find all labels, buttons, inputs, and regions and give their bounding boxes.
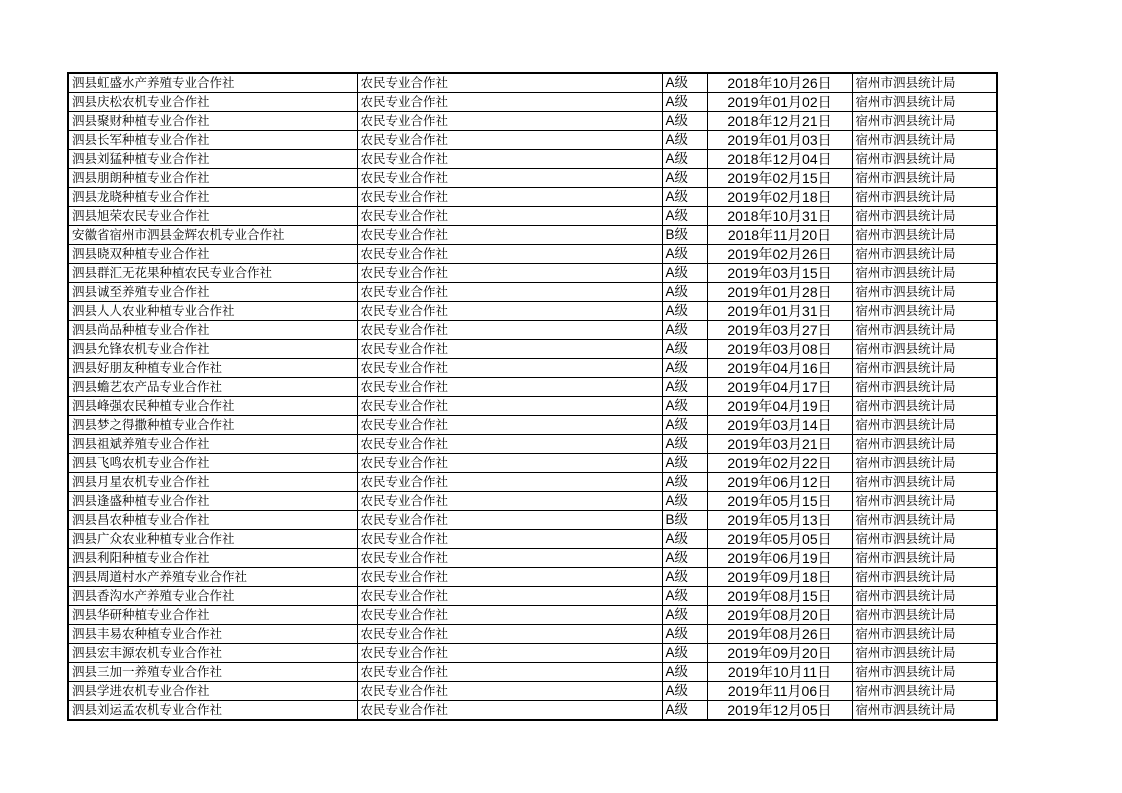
cooperative-name-cell: 泗县华研种植专业合作社 [68,606,357,625]
issuing-authority-cell: 宿州市泗县统计局 [852,207,997,226]
date-cell: 2019年02月26日 [707,245,852,264]
grade-cell: A级 [662,245,707,264]
cooperative-name-cell: 泗县学进农机专业合作社 [68,682,357,701]
organization-type-cell: 农民专业合作社 [357,644,662,663]
issuing-authority-cell: 宿州市泗县统计局 [852,606,997,625]
date-cell: 2019年06月19日 [707,549,852,568]
cooperative-name-cell: 泗县群汇无花果种植农民专业合作社 [68,264,357,283]
grade-cell: B级 [662,226,707,245]
table-row [68,625,997,644]
cooperative-name-cell: 泗县梦之得撒种植专业合作社 [68,416,357,435]
date-cell: 2019年05月15日 [707,492,852,511]
issuing-authority-cell: 宿州市泗县统计局 [852,682,997,701]
organization-type-cell: 农民专业合作社 [357,188,662,207]
date-cell: 2018年10月31日 [707,207,852,226]
cooperative-name-cell: 泗县蟾艺农产品专业合作社 [68,378,357,397]
table-row [68,283,997,302]
issuing-authority-cell: 宿州市泗县统计局 [852,568,997,587]
grade-cell: A级 [662,454,707,473]
issuing-authority-cell: 宿州市泗县统计局 [852,169,997,188]
table-row [68,435,997,454]
issuing-authority-cell: 宿州市泗县统计局 [852,131,997,150]
issuing-authority-cell: 宿州市泗县统计局 [852,93,997,112]
cooperative-name-cell: 泗县利阳种植专业合作社 [68,549,357,568]
date-cell: 2019年09月18日 [707,568,852,587]
cooperative-name-cell: 泗县飞鸣农机专业合作社 [68,454,357,473]
date-cell: 2019年03月14日 [707,416,852,435]
date-cell: 2019年03月08日 [707,340,852,359]
cooperative-name-cell: 泗县虹盛水产养殖专业合作社 [68,73,357,93]
table-row [68,93,997,112]
grade-cell: A级 [662,606,707,625]
date-cell: 2018年10月26日 [707,73,852,93]
grade-cell: A级 [662,131,707,150]
date-cell: 2019年10月11日 [707,663,852,682]
cooperative-name-cell: 泗县聚财种植专业合作社 [68,112,357,131]
organization-type-cell: 农民专业合作社 [357,397,662,416]
grade-cell: A级 [662,264,707,283]
grade-cell: A级 [662,188,707,207]
issuing-authority-cell: 宿州市泗县统计局 [852,226,997,245]
issuing-authority-cell: 宿州市泗县统计局 [852,340,997,359]
cooperative-name-cell: 泗县香沟水产养殖专业合作社 [68,587,357,606]
organization-type-cell: 农民专业合作社 [357,226,662,245]
organization-type-cell: 农民专业合作社 [357,169,662,188]
organization-type-cell: 农民专业合作社 [357,207,662,226]
organization-type-cell: 农民专业合作社 [357,302,662,321]
table-row [68,473,997,492]
grade-cell: A级 [662,549,707,568]
date-cell: 2019年11月06日 [707,682,852,701]
table-row [68,264,997,283]
grade-cell: B级 [662,511,707,530]
cooperative-name-cell: 泗县逢盛种植专业合作社 [68,492,357,511]
cooperative-name-cell: 泗县广众农业种植专业合作社 [68,530,357,549]
issuing-authority-cell: 宿州市泗县统计局 [852,663,997,682]
table-row [68,112,997,131]
organization-type-cell: 农民专业合作社 [357,131,662,150]
organization-type-cell: 农民专业合作社 [357,359,662,378]
organization-type-cell: 农民专业合作社 [357,492,662,511]
cooperative-name-cell: 泗县好朋友种植专业合作社 [68,359,357,378]
issuing-authority-cell: 宿州市泗县统计局 [852,188,997,207]
issuing-authority-cell: 宿州市泗县统计局 [852,492,997,511]
cooperative-name-cell: 泗县晓双种植专业合作社 [68,245,357,264]
cooperative-name-cell: 泗县诚至养殖专业合作社 [68,283,357,302]
date-cell: 2019年03月15日 [707,264,852,283]
issuing-authority-cell: 宿州市泗县统计局 [852,73,997,93]
grade-cell: A级 [662,663,707,682]
organization-type-cell: 农民专业合作社 [357,321,662,340]
organization-type-cell: 农民专业合作社 [357,701,662,721]
organization-type-cell: 农民专业合作社 [357,511,662,530]
issuing-authority-cell: 宿州市泗县统计局 [852,321,997,340]
cooperative-name-cell: 泗县允锋农机专业合作社 [68,340,357,359]
issuing-authority-cell: 宿州市泗县统计局 [852,587,997,606]
organization-type-cell: 农民专业合作社 [357,245,662,264]
grade-cell: A级 [662,397,707,416]
table-row [68,188,997,207]
issuing-authority-cell: 宿州市泗县统计局 [852,378,997,397]
cooperative-name-cell: 泗县长军种植专业合作社 [68,131,357,150]
issuing-authority-cell: 宿州市泗县统计局 [852,549,997,568]
cooperative-name-cell: 泗县三加一养殖专业合作社 [68,663,357,682]
table-row [68,644,997,663]
grade-cell: A级 [662,530,707,549]
grade-cell: A级 [662,625,707,644]
organization-type-cell: 农民专业合作社 [357,587,662,606]
date-cell: 2019年09月20日 [707,644,852,663]
issuing-authority-cell: 宿州市泗县统计局 [852,416,997,435]
table-row [68,397,997,416]
table-row [68,416,997,435]
grade-cell: A级 [662,150,707,169]
grade-cell: A级 [662,283,707,302]
cooperative-name-cell: 泗县朋朗种植专业合作社 [68,169,357,188]
date-cell: 2019年05月05日 [707,530,852,549]
grade-cell: A级 [662,207,707,226]
table-body [68,73,997,720]
date-cell: 2019年08月20日 [707,606,852,625]
organization-type-cell: 农民专业合作社 [357,530,662,549]
organization-type-cell: 农民专业合作社 [357,454,662,473]
organization-type-cell: 农民专业合作社 [357,150,662,169]
table-row [68,492,997,511]
grade-cell: A级 [662,416,707,435]
cooperative-name-cell: 泗县刘猛种植专业合作社 [68,150,357,169]
grade-cell: A级 [662,359,707,378]
issuing-authority-cell: 宿州市泗县统计局 [852,454,997,473]
cooperative-name-cell: 泗县昌农种植专业合作社 [68,511,357,530]
cooperative-name-cell: 泗县龙晓种植专业合作社 [68,188,357,207]
organization-type-cell: 农民专业合作社 [357,340,662,359]
date-cell: 2019年04月19日 [707,397,852,416]
organization-type-cell: 农民专业合作社 [357,568,662,587]
table-row [68,245,997,264]
table-row [68,663,997,682]
issuing-authority-cell: 宿州市泗县统计局 [852,264,997,283]
organization-type-cell: 农民专业合作社 [357,606,662,625]
cooperative-name-cell: 安徽省宿州市泗县金辉农机专业合作社 [68,226,357,245]
date-cell: 2019年01月28日 [707,283,852,302]
table-row [68,131,997,150]
organization-type-cell: 农民专业合作社 [357,264,662,283]
table-row [68,511,997,530]
table-row [68,587,997,606]
cooperative-name-cell: 泗县旭荣农民专业合作社 [68,207,357,226]
organization-type-cell: 农民专业合作社 [357,416,662,435]
date-cell: 2019年08月26日 [707,625,852,644]
grade-cell: A级 [662,644,707,663]
table-row [68,549,997,568]
date-cell: 2019年12月05日 [707,701,852,721]
grade-cell: A级 [662,73,707,93]
issuing-authority-cell: 宿州市泗县统计局 [852,112,997,131]
organization-type-cell: 农民专业合作社 [357,112,662,131]
table-row [68,682,997,701]
cooperative-name-cell: 泗县庆松农机专业合作社 [68,93,357,112]
organization-type-cell: 农民专业合作社 [357,549,662,568]
organization-type-cell: 农民专业合作社 [357,73,662,93]
table-row [68,73,997,93]
issuing-authority-cell: 宿州市泗县统计局 [852,150,997,169]
date-cell: 2019年04月17日 [707,378,852,397]
table-row [68,530,997,549]
date-cell: 2019年06月12日 [707,473,852,492]
organization-type-cell: 农民专业合作社 [357,663,662,682]
cooperative-name-cell: 泗县周道村水产养殖专业合作社 [68,568,357,587]
table-row [68,340,997,359]
table-row [68,454,997,473]
date-cell: 2019年01月03日 [707,131,852,150]
issuing-authority-cell: 宿州市泗县统计局 [852,701,997,721]
organization-type-cell: 农民专业合作社 [357,682,662,701]
issuing-authority-cell: 宿州市泗县统计局 [852,473,997,492]
table-row [68,701,997,721]
table-row [68,606,997,625]
grade-cell: A级 [662,682,707,701]
table-row [68,169,997,188]
date-cell: 2019年05月13日 [707,511,852,530]
date-cell: 2019年01月02日 [707,93,852,112]
grade-cell: A级 [662,340,707,359]
issuing-authority-cell: 宿州市泗县统计局 [852,302,997,321]
issuing-authority-cell: 宿州市泗县统计局 [852,245,997,264]
issuing-authority-cell: 宿州市泗县统计局 [852,435,997,454]
date-cell: 2018年12月21日 [707,112,852,131]
issuing-authority-cell: 宿州市泗县统计局 [852,530,997,549]
table-row [68,321,997,340]
date-cell: 2019年02月22日 [707,454,852,473]
date-cell: 2018年12月04日 [707,150,852,169]
grade-cell: A级 [662,302,707,321]
date-cell: 2019年02月18日 [707,188,852,207]
cooperative-name-cell: 泗县人人农业种植专业合作社 [68,302,357,321]
table-row [68,226,997,245]
cooperative-table [67,72,998,721]
cooperative-name-cell: 泗县丰易农种植专业合作社 [68,625,357,644]
organization-type-cell: 农民专业合作社 [357,378,662,397]
issuing-authority-cell: 宿州市泗县统计局 [852,359,997,378]
table-row [68,378,997,397]
table-row [68,302,997,321]
grade-cell: A级 [662,435,707,454]
organization-type-cell: 农民专业合作社 [357,283,662,302]
grade-cell: A级 [662,587,707,606]
issuing-authority-cell: 宿州市泗县统计局 [852,283,997,302]
date-cell: 2019年03月27日 [707,321,852,340]
grade-cell: A级 [662,378,707,397]
issuing-authority-cell: 宿州市泗县统计局 [852,625,997,644]
cooperative-name-cell: 泗县峰强农民种植专业合作社 [68,397,357,416]
organization-type-cell: 农民专业合作社 [357,93,662,112]
grade-cell: A级 [662,321,707,340]
cooperative-name-cell: 泗县宏丰源农机专业合作社 [68,644,357,663]
grade-cell: A级 [662,93,707,112]
cooperative-name-cell: 泗县刘运孟农机专业合作社 [68,701,357,721]
date-cell: 2019年08月15日 [707,587,852,606]
organization-type-cell: 农民专业合作社 [357,435,662,454]
cooperative-name-cell: 泗县祖斌养殖专业合作社 [68,435,357,454]
grade-cell: A级 [662,112,707,131]
issuing-authority-cell: 宿州市泗县统计局 [852,511,997,530]
grade-cell: A级 [662,492,707,511]
grade-cell: A级 [662,568,707,587]
grade-cell: A级 [662,473,707,492]
date-cell: 2018年11月20日 [707,226,852,245]
cooperative-name-cell: 泗县尚品种植专业合作社 [68,321,357,340]
issuing-authority-cell: 宿州市泗县统计局 [852,644,997,663]
cooperative-name-cell: 泗县月星农机专业合作社 [68,473,357,492]
date-cell: 2019年04月16日 [707,359,852,378]
table-row [68,359,997,378]
organization-type-cell: 农民专业合作社 [357,473,662,492]
date-cell: 2019年01月31日 [707,302,852,321]
date-cell: 2019年03月21日 [707,435,852,454]
grade-cell: A级 [662,169,707,188]
date-cell: 2019年02月15日 [707,169,852,188]
table-row [68,150,997,169]
grade-cell: A级 [662,701,707,721]
issuing-authority-cell: 宿州市泗县统计局 [852,397,997,416]
table-row [68,568,997,587]
organization-type-cell: 农民专业合作社 [357,625,662,644]
table-row [68,207,997,226]
